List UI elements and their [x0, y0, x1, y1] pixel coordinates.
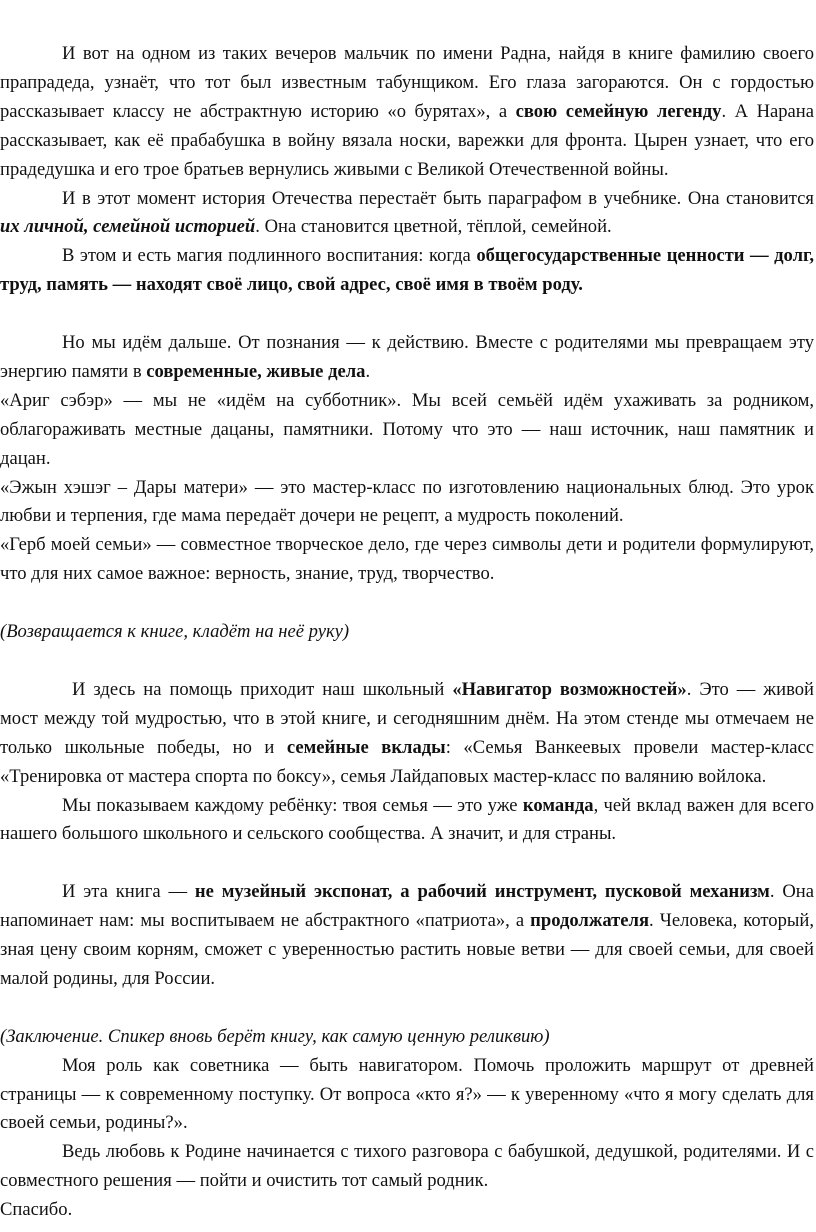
bold-phrase: «Навигатор возможностей» — [452, 678, 687, 700]
text-run: Но мы идём дальше. От познания — к действию. Вместе с родителями мы превращаем эту энергию памяти в — [0, 332, 814, 382]
spacer — [0, 849, 814, 878]
paragraph-arig-seber: «Ариг сэбэр» — мы не «идём на субботник». Мы всей семьёй идём ухаживать за родником, облагораживать местные дацаны, памятники. Потому что это — наш источник, наш памятник и дацан. — [0, 389, 814, 469]
spacer — [0, 589, 814, 618]
text-run: . Она напоминает нам: мы воспитываем не абстрактного «патриота», а — [0, 881, 814, 932]
bold-phrase: свою семейную легенду — [515, 100, 722, 122]
text-run: И в этот момент история Отечества перестаёт быть параграфом в учебнике. Она становится — [62, 187, 814, 209]
paragraph-family-is-team — [0, 792, 814, 850]
italic-phrase: (Заключение. Спикер вновь берёт книгу, как самую ценную реликвию) — [0, 1025, 550, 1047]
spacer — [0, 300, 814, 329]
paragraph-love-for-motherland: Ведь любовь к Родине начинается с тихого разговора с бабушкой, дедушкой, родителями. И с совместного решения — пойти и очистить тот самый родник. — [0, 1141, 814, 1192]
bold-phrase: не музейный экспонат, а рабочий инструмент, пусковой механизм — [194, 881, 770, 903]
bold-phrase: общегосударственные ценности — долг, труд, память — находят своё лицо, свой адрес, своё имя в твоём роду. — [0, 245, 815, 296]
text-run: И вот на одном из таких вечеров мальчик по имени Радна, найдя в книге фамилию своего прапрадеда, узнаёт, что тот был известным табунщиком. Его глаза загораются. Он с гордостью рассказывает классу не абстрактную историю «о бурятах», а — [0, 43, 814, 122]
text-run: , чей вклад важен для всего нашего большого школьного и сельского сообщества. А значит, и для страны. — [0, 794, 814, 845]
text-run: . — [365, 360, 371, 382]
paragraph-navigator — [0, 676, 814, 792]
bold-phrase: семейные вклады — [286, 736, 446, 758]
bold-phrase: команда — [522, 794, 594, 816]
bold-phrase: продолжателя — [530, 910, 650, 932]
closing-thanks: Спасибо. — [0, 1199, 73, 1221]
text-run: . А Нарана рассказывает, как её прабабушка в войну вязала носки, варежки для фронта. Цырен узнает, что его прадедушка и его трое братьев вернулись живыми с Великой Отечественной войны. — [0, 100, 815, 180]
text-run: В этом и есть магия подлинного воспитания: когда — [62, 245, 477, 267]
paragraph-history-becomes-personal — [0, 185, 814, 243]
paragraph-radna-story — [0, 40, 814, 185]
paragraph-magic-of-upbringing — [0, 242, 814, 300]
paragraph-family-coat-of-arms: «Герб моей семьи» — совместное творческое дело, где через символы дети и родители формулируют, что для них самое важное: верность, знание, труд, творчество. — [0, 534, 814, 585]
stage-direction-returns-to-book — [0, 618, 814, 647]
paragraph-advisor-role: Моя роль как советника — быть навигатором. Помочь проложить маршрут от древней страницы — к современному поступку. От вопроса «кто я?» — к уверенному «что я могу сделать для своей семьи, родины?». — [0, 1054, 814, 1134]
text-run: . Она становится цветной, тёплой, семейной. — [255, 216, 612, 238]
text-run: И эта книга — — [62, 881, 195, 903]
paragraph-from-knowledge-to-action — [0, 329, 814, 387]
bold-italic-phrase: их личной, семейной историей — [0, 216, 256, 238]
text-run: . Человека, который, зная цену своим корням, сможет с уверенностью растить новые ветви — для своей семьи, для своей малой родины, для России. — [0, 910, 814, 989]
paragraph-ezhyn-khesheg: «Эжын хэшэг – Дары матери» — это мастер-класс по изготовлению национальных блюд. Это урок любви и терпения, где мама передаёт дочери не рецепт, а мудрость поколений. — [0, 476, 814, 527]
text-run: . Это — живой мост между той мудростью, что в этой книге, и сегодняшним днём. На этом стенде мы отмечаем не только школьные победы, но и — [0, 678, 815, 758]
text-run: И здесь на помощь приходит наш школьный — [72, 678, 453, 700]
paragraph-book-as-tool — [0, 878, 814, 994]
bold-phrase: современные, живые дела — [146, 360, 366, 382]
spacer — [0, 647, 814, 676]
spacer — [0, 994, 814, 1023]
text-run: : «Семья Ванкеевых провели мастер-класс «Тренировка от мастера спорта по боксу», семья Лайдаповых мастер-класс по валянию войлока. — [0, 736, 814, 787]
stage-direction-conclusion — [0, 1023, 814, 1052]
italic-phrase: (Возвращается к книге, кладёт на неё руку) — [0, 621, 350, 643]
text-run: Мы показываем каждому ребёнку: твоя семья — это уже — [62, 794, 523, 816]
